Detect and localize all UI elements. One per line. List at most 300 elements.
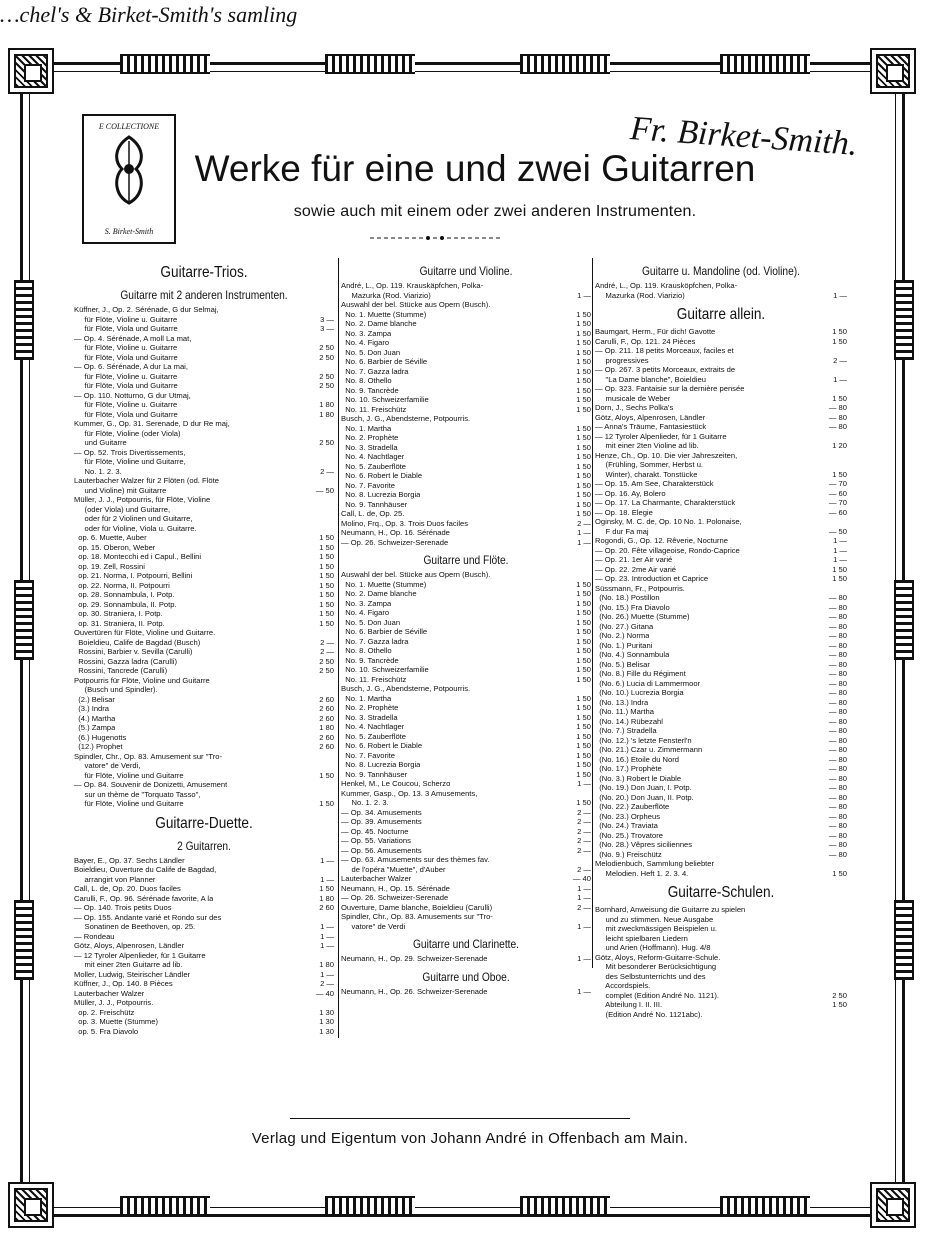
- entry-title: für Flöte, Violine u. Guitarre: [74, 400, 178, 409]
- catalog-entry: [341, 570, 591, 580]
- entry-price: 1 50: [576, 471, 591, 480]
- entry-title: (5.) Zampa: [74, 723, 116, 732]
- entry-title: für Flöte, Violine u. Guitarre: [74, 314, 178, 324]
- entry-price: [306, 628, 334, 638]
- entry-price: 1 50: [576, 480, 591, 490]
- entry-price: 1 50: [576, 452, 591, 461]
- catalog-entry: [74, 505, 334, 515]
- catalog-entry: [74, 723, 334, 733]
- entry-price: 2 50: [319, 656, 334, 666]
- catalog-entry: [341, 912, 591, 922]
- catalog-entry: [74, 353, 334, 363]
- entry-price: 1 50: [832, 574, 847, 583]
- entry-price: 1 50: [576, 769, 591, 779]
- entry-title: No. 10. Schweizerfamilie: [341, 395, 429, 404]
- entry-title: No. 9. Tannhäuser: [341, 499, 408, 509]
- entry-price: [819, 981, 847, 991]
- entry-price: 1 30: [319, 1026, 334, 1036]
- entry-price: 2 60: [319, 694, 334, 704]
- catalog-entry: [74, 438, 334, 448]
- catalog-entry: [341, 376, 591, 386]
- entry-title: (No. 9.) Freischütz: [595, 849, 662, 859]
- entry-title: und Arien (Hoffmann). Hug. 4/8: [595, 943, 711, 952]
- catalog-entry: [74, 1027, 334, 1037]
- catalog-entry: [74, 714, 334, 724]
- catalog-entry: [74, 372, 334, 382]
- entry-price: [819, 384, 847, 394]
- catalog-entry: [595, 698, 847, 708]
- catalog-entry: [341, 732, 591, 742]
- entry-price: [819, 962, 847, 972]
- entry-title: Spindler, Chr., Op. 83. Amusements sur "Tro-: [341, 912, 493, 921]
- catalog-entry: [341, 836, 591, 846]
- entry-price: 1 50: [576, 423, 591, 433]
- catalog-entry: [74, 638, 334, 648]
- catalog-entry: [341, 665, 591, 675]
- entry-price: [306, 951, 334, 961]
- entry-title: (No. 6.) Lucia di Lammermoor: [595, 678, 701, 688]
- catalog-entry: [341, 452, 591, 462]
- entry-title: op. 31. Straniera, II. Potp.: [74, 618, 165, 628]
- catalog-entry: [74, 457, 334, 467]
- section-heading: Guitarre und Clarinette.: [412, 937, 520, 951]
- catalog-entry: [595, 812, 847, 822]
- catalog-entry: [74, 657, 334, 667]
- entry-price: — 80: [828, 811, 847, 821]
- entry-title: No. 4. Nachtlager: [341, 722, 405, 731]
- catalog-entry: [595, 774, 847, 784]
- catalog-entry: [595, 859, 847, 869]
- entry-title: (oder Viola) und Guitarre,: [74, 504, 171, 514]
- entry-price: 1 80: [319, 400, 334, 409]
- entry-title: — Op. 26. Schweizer-Serenade: [341, 893, 449, 902]
- entry-title: de l'opéra "Muette", d'Auber: [341, 864, 446, 874]
- catalog-entry: [74, 543, 334, 553]
- section-heading: Guitarre und Oboe.: [422, 969, 510, 984]
- page-title: Werke für eine und zwei Guitarren: [194, 148, 756, 189]
- entry-title: — Op. 56. Amusements: [341, 845, 422, 855]
- entry-title: — 12 Tyroler Alpenlieder, für 1 Guitarre: [595, 431, 727, 441]
- catalog-entry: [341, 627, 591, 637]
- entry-title: op. 28. Sonnambula, I. Potp.: [74, 590, 175, 599]
- entry-title: (12.) Prophet: [74, 742, 123, 751]
- catalog-entry: [74, 514, 334, 524]
- catalog-entry: [341, 789, 591, 799]
- entry-price: — 50: [828, 526, 847, 536]
- catalog-entry: [74, 343, 334, 353]
- catalog-entry: [341, 637, 591, 647]
- entry-price: 1 50: [832, 336, 847, 346]
- entry-title: (Frühling, Sommer, Herbst u.: [595, 460, 704, 469]
- entry-price: — 80: [828, 821, 847, 830]
- entry-title: Call, L. de, Op. 20. Duos faciles: [74, 884, 181, 893]
- ornament-right-mid: [894, 580, 914, 660]
- entry-price: — 70: [828, 498, 847, 507]
- catalog-entry: [74, 960, 334, 970]
- entry-price: — 80: [828, 726, 847, 735]
- entry-price: 1 —: [577, 893, 591, 902]
- entry-price: 1 —: [577, 537, 591, 547]
- catalog-entry: [595, 660, 847, 670]
- entry-price: 2 —: [320, 979, 334, 988]
- catalog-entry: [595, 802, 847, 812]
- entry-price: [306, 334, 334, 344]
- entry-title: — Op. 16. Ay, Bolero: [595, 488, 666, 498]
- catalog-entry: [341, 779, 591, 789]
- entry-title: Bornhard, Anweisung die Guitarre zu spielen: [595, 905, 746, 914]
- entry-price: [563, 570, 591, 580]
- entry-price: 2 60: [319, 903, 334, 912]
- entry-title: und Violine) mit Guitarre: [74, 485, 167, 495]
- entry-price: 1 50: [576, 712, 591, 722]
- entry-price: 2 —: [577, 864, 591, 874]
- entry-title: op. 22. Norma, II. Potpourri: [74, 580, 170, 590]
- catalog-entry: [595, 972, 847, 982]
- entry-title: Müller, J. J., Potpourris, für Flöte, Violine: [74, 495, 211, 504]
- catalog-entry: [341, 684, 591, 694]
- catalog-entry: [595, 565, 847, 575]
- entry-title: No. 2. Prophète: [341, 433, 399, 442]
- footer-rule-top: [290, 1118, 630, 1119]
- section-heading: Guitarre und Violine.: [419, 264, 513, 278]
- catalog-entry: [595, 764, 847, 774]
- entry-price: — 80: [828, 764, 847, 773]
- catalog-entry: [595, 831, 847, 841]
- entry-title: für Flöte, Viola und Guitarre: [74, 409, 178, 419]
- entry-title: (Busch und Spindler).: [74, 685, 158, 694]
- entry-title: No. 8. Othello: [341, 376, 392, 385]
- section-heading: Guitarre-Duette.: [155, 814, 253, 832]
- catalog-entry: [595, 281, 847, 291]
- entry-title: (No. 28.) Vêpres siciliennes: [595, 840, 693, 849]
- entry-title: Rossini, Tancrede (Carulli): [74, 666, 168, 675]
- catalog-entry: [74, 429, 334, 439]
- entry-title: für Flöte, Violine u. Guitarre: [74, 371, 178, 381]
- entry-price: 1 80: [319, 409, 334, 419]
- entry-price: 3 —: [320, 314, 334, 324]
- entry-title: (No. 25.) Trovatore: [595, 830, 663, 840]
- entry-title: (No. 15.) Fra Diavolo: [595, 602, 670, 612]
- entry-price: [306, 476, 334, 486]
- entry-title: Moller, Ludwig, Steirischer Ländler: [74, 969, 191, 979]
- entry-price: 2 50: [832, 990, 847, 1000]
- entry-title: No. 4. Figaro: [341, 608, 390, 617]
- entry-title: Mit besonderer Berücksichtigung: [595, 962, 717, 971]
- catalog-entry: [74, 324, 334, 334]
- ornament-left-mid: [14, 580, 34, 660]
- catalog-entry: [595, 603, 847, 613]
- catalog-entry: [595, 489, 847, 499]
- entry-price: [563, 300, 591, 310]
- entry-price: — 80: [828, 612, 847, 621]
- catalog-entry: [74, 410, 334, 420]
- catalog-entry: [74, 334, 334, 344]
- entry-price: 1 50: [576, 309, 591, 319]
- entry-price: [563, 855, 591, 865]
- entry-title: (No. 14.) Rübezahl: [595, 716, 663, 726]
- catalog-entry: [595, 356, 847, 366]
- entry-title: (No. 27.) Gitana: [595, 621, 654, 631]
- entry-title: Küffner, J., Op. 140. 8 Pièces: [74, 979, 173, 988]
- catalog-entry: [595, 915, 847, 925]
- catalog-entry: [74, 771, 334, 781]
- entry-price: 2 —: [577, 902, 591, 912]
- catalog-entry: [595, 934, 847, 944]
- entry-title: — Op. 17. La Charmante, Charakterstück: [595, 498, 736, 507]
- catalog-entry: [595, 669, 847, 679]
- catalog-entry: [341, 922, 591, 932]
- entry-price: 1 50: [319, 884, 334, 893]
- catalog-entry: [595, 441, 847, 451]
- entry-price: [819, 517, 847, 527]
- catalog-entry: [341, 741, 591, 751]
- entry-title: No. 1. 2. 3.: [341, 798, 389, 807]
- catalog-entry: [595, 688, 847, 698]
- entry-title: — Op. 6. Sérénade, A dur La mai,: [74, 362, 188, 371]
- entry-price: 1 50: [576, 722, 591, 731]
- entry-title: Neumann, H., Op. 26. Schweizer-Serenade: [341, 986, 488, 996]
- entry-title: — Op. 63. Amusements sur des thèmes fav.: [341, 855, 490, 864]
- entry-title: vatore" de Verdi: [341, 921, 406, 931]
- catalog-entry: [595, 755, 847, 765]
- section-heading: Guitarre-Trios.: [160, 264, 248, 281]
- entry-price: 2 —: [577, 826, 591, 836]
- entry-price: 2 —: [577, 518, 591, 528]
- catalog-entry: [74, 628, 334, 638]
- catalog-entry: [595, 783, 847, 793]
- entry-title: Kummer, G., Op. 31. Serenade, D dur Re maj,: [74, 419, 230, 428]
- catalog-entry: [595, 850, 847, 860]
- catalog-entry: [595, 517, 847, 527]
- entry-price: 1 —: [320, 922, 334, 931]
- entry-price: 1 50: [319, 799, 334, 808]
- entry-title: Lauterbacher Walzer für 2 Flöten (od. Flöte: [74, 476, 219, 485]
- catalog-entry: [595, 981, 847, 991]
- catalog-entry: [341, 433, 591, 443]
- catalog-entry: [341, 855, 591, 865]
- entry-price: 1 20: [832, 441, 847, 450]
- catalog-entry: [341, 703, 591, 713]
- catalog-entry: [74, 865, 334, 875]
- catalog-entry: [595, 394, 847, 404]
- catalog-entry: [595, 508, 847, 518]
- entry-title: Rossini, Gazza ladra (Carulli): [74, 656, 177, 666]
- entry-price: 3 —: [320, 324, 334, 333]
- catalog-entry: [74, 941, 334, 951]
- catalog-entry: [595, 413, 847, 423]
- entry-price: 1 30: [319, 1017, 334, 1026]
- entry-title: Ouvertüren für Flöte, Violine und Guitarre.: [74, 628, 216, 637]
- entry-price: [306, 790, 334, 800]
- catalog-entry: [595, 924, 847, 934]
- entry-title: op. 5. Fra Diavolo: [74, 1026, 139, 1036]
- catalog-entry: [595, 593, 847, 603]
- ornament-right-lower: [894, 900, 914, 980]
- section-heading: Guitarre u. Mandoline (od. Violine).: [641, 264, 800, 278]
- entry-price: 1 50: [319, 571, 334, 580]
- catalog-entry: [341, 751, 591, 761]
- entry-price: [819, 934, 847, 944]
- entry-title: No. 2. Prophète: [341, 703, 399, 712]
- entry-price: 1 50: [319, 533, 334, 542]
- catalog-entry: [595, 943, 847, 953]
- entry-title: No. 5. Zauberflöte: [341, 731, 407, 741]
- entry-price: [306, 514, 334, 524]
- catalog-entry: [595, 403, 847, 413]
- catalog-entry: [341, 338, 591, 348]
- entry-price: 1 50: [576, 741, 591, 750]
- entry-title: (No. 23.) Orpheus: [595, 811, 660, 821]
- catalog-entry: [341, 770, 591, 780]
- entry-price: [819, 432, 847, 442]
- entry-title: Molino, Frq., Op. 3. Trois Duos faciles: [341, 518, 469, 528]
- entry-title: (6.) Hugenotts: [74, 732, 127, 742]
- catalog-entry: [74, 894, 334, 904]
- entry-price: — 80: [828, 773, 847, 783]
- entry-title: (No. 17.) Prophète: [595, 764, 662, 773]
- entry-price: — 40: [572, 874, 591, 883]
- catalog-entry: [341, 954, 591, 964]
- catalog-entry: [341, 386, 591, 396]
- entry-price: — 80: [828, 840, 847, 849]
- catalog-entry: [595, 527, 847, 537]
- catalog-entry: [74, 799, 334, 809]
- entry-title: Lauterbacher Walzer: [341, 874, 412, 883]
- entry-title: No. 8. Lucrezia Borgia: [341, 760, 421, 769]
- entry-price: 1 —: [833, 374, 847, 384]
- catalog-entry: [341, 538, 591, 548]
- entry-price: 1 80: [319, 960, 334, 969]
- entry-price: 1 —: [577, 921, 591, 931]
- catalog-entry: [595, 717, 847, 727]
- entry-title: No. 6. Barbier de Séville: [341, 357, 428, 366]
- entry-price: — 80: [828, 707, 847, 716]
- entry-title: (4.) Martha: [74, 713, 116, 723]
- entry-price: [819, 365, 847, 375]
- entry-price: [563, 414, 591, 424]
- entry-title: — Op. 323. Fantaisie sur la dernière pensée: [595, 384, 745, 393]
- catalog-entry: [595, 460, 847, 470]
- catalog-entry: [341, 599, 591, 609]
- catalog-entry: [341, 319, 591, 329]
- entry-title: No. 1. Muette (Stumme): [341, 579, 427, 589]
- entry-title: (Edition André No. 1121abc).: [595, 1009, 703, 1019]
- entry-title: No. 7. Gazza ladra: [341, 636, 409, 646]
- entry-title: Müller, J. J., Potpourris.: [74, 998, 154, 1007]
- entry-price: 1 50: [576, 461, 591, 471]
- entry-title: op. 30. Straniera, I. Potp.: [74, 609, 163, 618]
- catalog-column-2: [338, 258, 591, 1038]
- entry-price: 1 —: [577, 779, 591, 788]
- ornament-bottom-left-mid: [120, 1196, 210, 1216]
- entry-price: 2 60: [319, 704, 334, 713]
- entry-title: Sonatinen de Beethoven, op. 25.: [74, 922, 196, 931]
- catalog-entry: [341, 865, 591, 875]
- catalog-entry: [595, 905, 847, 915]
- entry-price: [306, 685, 334, 695]
- entry-title: (No. 13.) Indra: [595, 697, 649, 707]
- entry-title: für Flöte, Violine und Guitarre: [74, 770, 184, 780]
- entry-title: No. 5. Don Juan: [341, 347, 401, 357]
- catalog-entry: [74, 761, 334, 771]
- entry-title: No. 3. Zampa: [341, 598, 392, 608]
- catalog-entry: [341, 519, 591, 529]
- entry-price: 2 50: [319, 438, 334, 447]
- entry-title: (No. 20.) Don Juan, II. Potp.: [595, 792, 694, 802]
- entry-price: 1 50: [576, 433, 591, 442]
- entry-price: 1 50: [319, 552, 334, 561]
- entry-title: Kummer, Gasp., Op. 13. 3 Amusements,: [341, 788, 478, 798]
- catalog-entry: [341, 509, 591, 519]
- entry-price: 1 —: [320, 874, 334, 884]
- entry-title: No. 9. Tancrède: [341, 655, 399, 665]
- catalog-entry: [74, 666, 334, 676]
- catalog-entry: [74, 305, 334, 315]
- entry-title: Ouverture, Dame blanche, Boieldieu (Carulli): [341, 902, 493, 912]
- entry-price: 1 50: [576, 760, 591, 769]
- catalog-entry: [341, 357, 591, 367]
- entry-price: — 80: [828, 802, 847, 811]
- entry-title: No. 4. Figaro: [341, 338, 390, 347]
- entry-title: für Flöte, Violine und Guitarre,: [74, 457, 186, 466]
- catalog-entry: [74, 400, 334, 410]
- catalog-entry: [595, 736, 847, 746]
- entry-title: op. 6. Muette, Auber: [74, 533, 147, 542]
- catalog-column-1: [74, 258, 334, 1036]
- catalog-entry: [74, 752, 334, 762]
- catalog-entry: [341, 656, 591, 666]
- entry-title: — Op. 52. Trois Divertissements,: [74, 447, 186, 457]
- catalog-entry: [74, 979, 334, 989]
- catalog-entry: [595, 291, 847, 301]
- entry-price: 1 —: [833, 545, 847, 555]
- catalog-entry: [595, 451, 847, 461]
- entry-title: (No. 5.) Belisar: [595, 659, 650, 669]
- catalog-entry: [595, 991, 847, 1001]
- entry-title: André, L., Op. 119. Krausköpfchen, Polka-: [595, 281, 738, 290]
- entry-price: — 80: [828, 422, 847, 431]
- catalog-entry: [341, 827, 591, 837]
- catalog-entry: [595, 384, 847, 394]
- catalog-entry: [341, 310, 591, 320]
- catalog-entry: [74, 790, 334, 800]
- entry-title: No. 6. Robert le Diable: [341, 471, 423, 480]
- catalog-entry: [595, 536, 847, 546]
- catalog-entry: [74, 685, 334, 695]
- entry-price: [306, 865, 334, 875]
- entry-price: 1 50: [319, 561, 334, 571]
- entry-title: — Op. 15. Am See, Charakterstück: [595, 479, 714, 488]
- catalog-entry: [595, 327, 847, 337]
- entry-title: — Op. 39. Amusements: [341, 817, 422, 826]
- entry-title: No. 4. Nachtlager: [341, 452, 405, 461]
- catalog-entry: [74, 448, 334, 458]
- catalog-entry: [341, 281, 591, 291]
- entry-price: — 80: [828, 783, 847, 792]
- entry-title: No. 8. Lucrezia Borgia: [341, 490, 421, 499]
- entry-title: complet (Edition André No. 1121).: [595, 990, 719, 1000]
- catalog-entry: [341, 646, 591, 656]
- entry-title: Henkel, M., Le Coucou, Scherzo: [341, 779, 451, 788]
- entry-title: op. 3. Muette (Stumme): [74, 1017, 158, 1026]
- catalog-entry: [74, 704, 334, 714]
- entry-title: — Op. 26. Schweizer-Serenade: [341, 537, 449, 547]
- catalog-entry: [595, 555, 847, 565]
- entry-title: op. 19. Zell, Rossini: [74, 561, 145, 571]
- entry-price: — 80: [828, 650, 847, 659]
- catalog-entry: [595, 574, 847, 584]
- entry-title: — Op. 20. Fête villageoise, Rondo-Caprice: [595, 545, 740, 555]
